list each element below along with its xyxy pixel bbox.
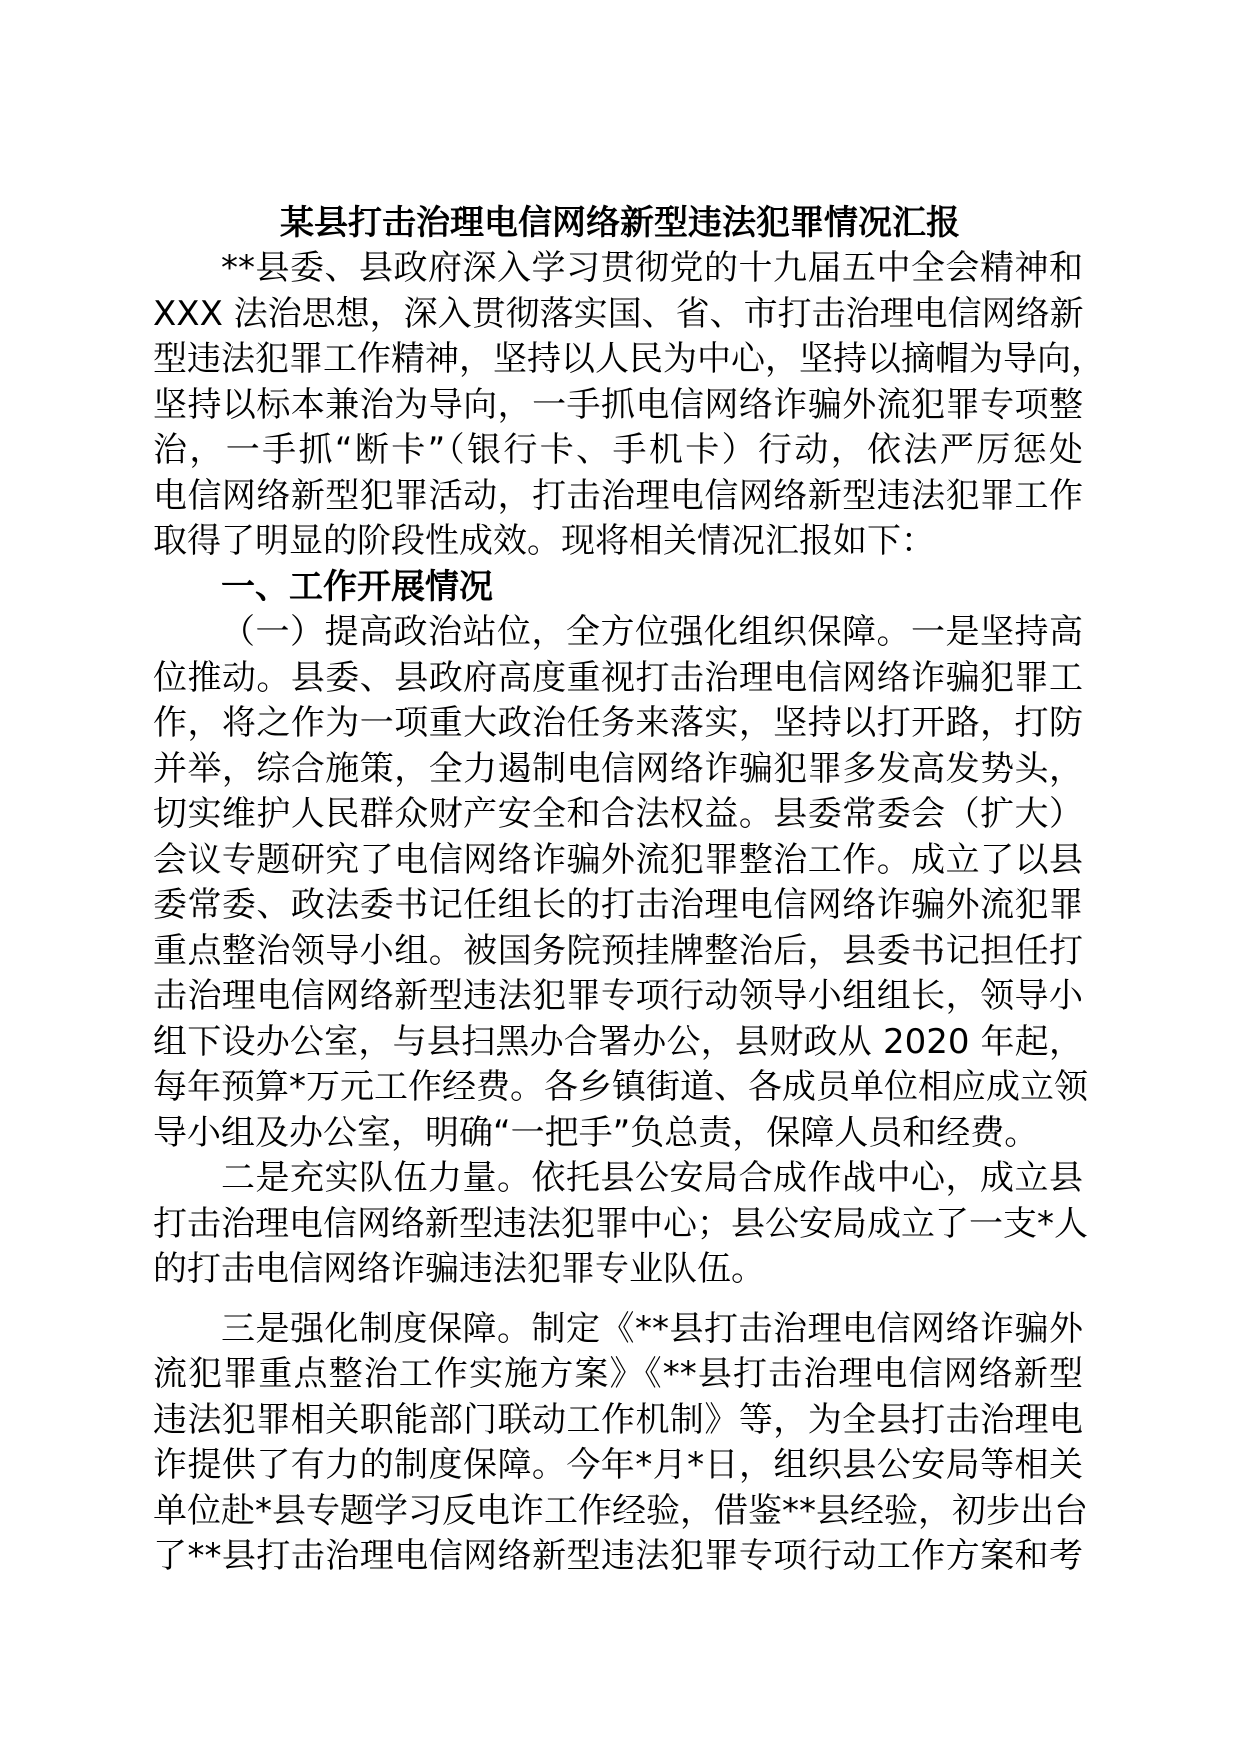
text-line: 治，一手抓“断卡”（银行卡、手机卡）行动，依法严厉惩处 [153,430,1083,470]
text-line: 二是充实队伍力量。依托县公安局合成作战中心，成立县 [221,1158,1083,1198]
text-line: 每年预算*万元工作经费。各乡镇街道、各成员单位相应成立领 [153,1067,1088,1107]
text-line: 位推动。县委、县政府高度重视打击治理电信网络诈骗犯罪工 [153,657,1083,698]
section-heading [153,565,1083,611]
text-line: 并举，综合施策，全力遏制电信网络诈骗犯罪多发高发势头， [153,748,1083,789]
text-line: 诈提供了有力的制度保障。今年*月*日，组织县公安局等相关 [153,1445,1083,1485]
document-body [153,246,1105,1580]
text-line: 三是强化制度保障。制定《**县打击治理电信网络诈骗外 [221,1308,1083,1349]
text-line: 切实维护人民群众财产安全和合法权益。县委常委会（扩大） [153,794,1083,834]
paragraph-team [153,1156,1088,1293]
text-line: 的打击电信网络诈骗违法犯罪专业队伍。 [153,1249,765,1289]
paragraph-intro [153,246,1105,565]
text-line: 了**县打击治理电信网络新型违法犯罪专项行动工作方案和考 [153,1536,1083,1576]
text-line: XXX 法治思想，深入贯彻落实国、省、市打击治理电信网络新 [153,293,1084,334]
text-line: 单位赴*县专题学习反电诈工作经验，借鉴**县经验，初步出台 [153,1490,1088,1531]
text-line: 流犯罪重点整治工作实施方案》《**县打击治理电信网络新型 [153,1354,1083,1394]
document-title: 某县打击治理电信网络新型违法犯罪情况汇报 [280,203,960,243]
text-line: 组下设办公室，与县扫黑办合署办公，县财政从 2020 年起， [153,1021,1083,1062]
text-line: 委常委、政法委书记任组长的打击治理电信网络诈骗外流犯罪 [153,885,1083,925]
text-line: 重点整治领导小组。被国务院预挂牌整治后，县委书记担任打 [153,930,1083,971]
text-line: 作，将之作为一项重大政治任务来落实，坚持以打开路，打防 [153,703,1083,743]
text-line: 电信网络新型犯罪活动，打击治理电信网络新型违法犯罪工作 [153,475,1083,516]
text-line: （一）提高政治站位，全方位强化组织保障。一是坚持高 [221,612,1083,652]
text-line: 击治理电信网络新型违法犯罪专项行动领导小组组长，领导小 [153,976,1083,1016]
text-line: 会议专题研究了电信网络诈骗外流犯罪整治工作。成立了以县 [153,839,1083,880]
text-line: 打击治理电信网络新型违法犯罪中心；县公安局成立了一支*人 [153,1203,1088,1244]
paragraph-gap [153,1293,1083,1307]
paragraph-organization [153,610,1088,1156]
text-line: 型违法犯罪工作精神，坚持以人民为中心，坚持以摘帽为导向， [153,339,1105,379]
text-line: 坚持以标本兼治为导向，一手抓电信网络诈骗外流犯罪专项整 [153,384,1083,425]
text-line: **县委、县政府深入学习贯彻党的十九届五中全会精神和 [221,248,1083,288]
text-line: 取得了明显的阶段性成效。现将相关情况汇报如下： [153,521,935,561]
paragraph-system [153,1307,1088,1580]
text-line: 导小组及办公室，明确“一把手”负总责，保障人员和经费。 [153,1112,1039,1153]
text-line: 违法犯罪相关职能部门联动工作机制》等，为全县打击治理电 [153,1399,1083,1440]
heading-line: 一、工作开展情况 [221,566,493,607]
